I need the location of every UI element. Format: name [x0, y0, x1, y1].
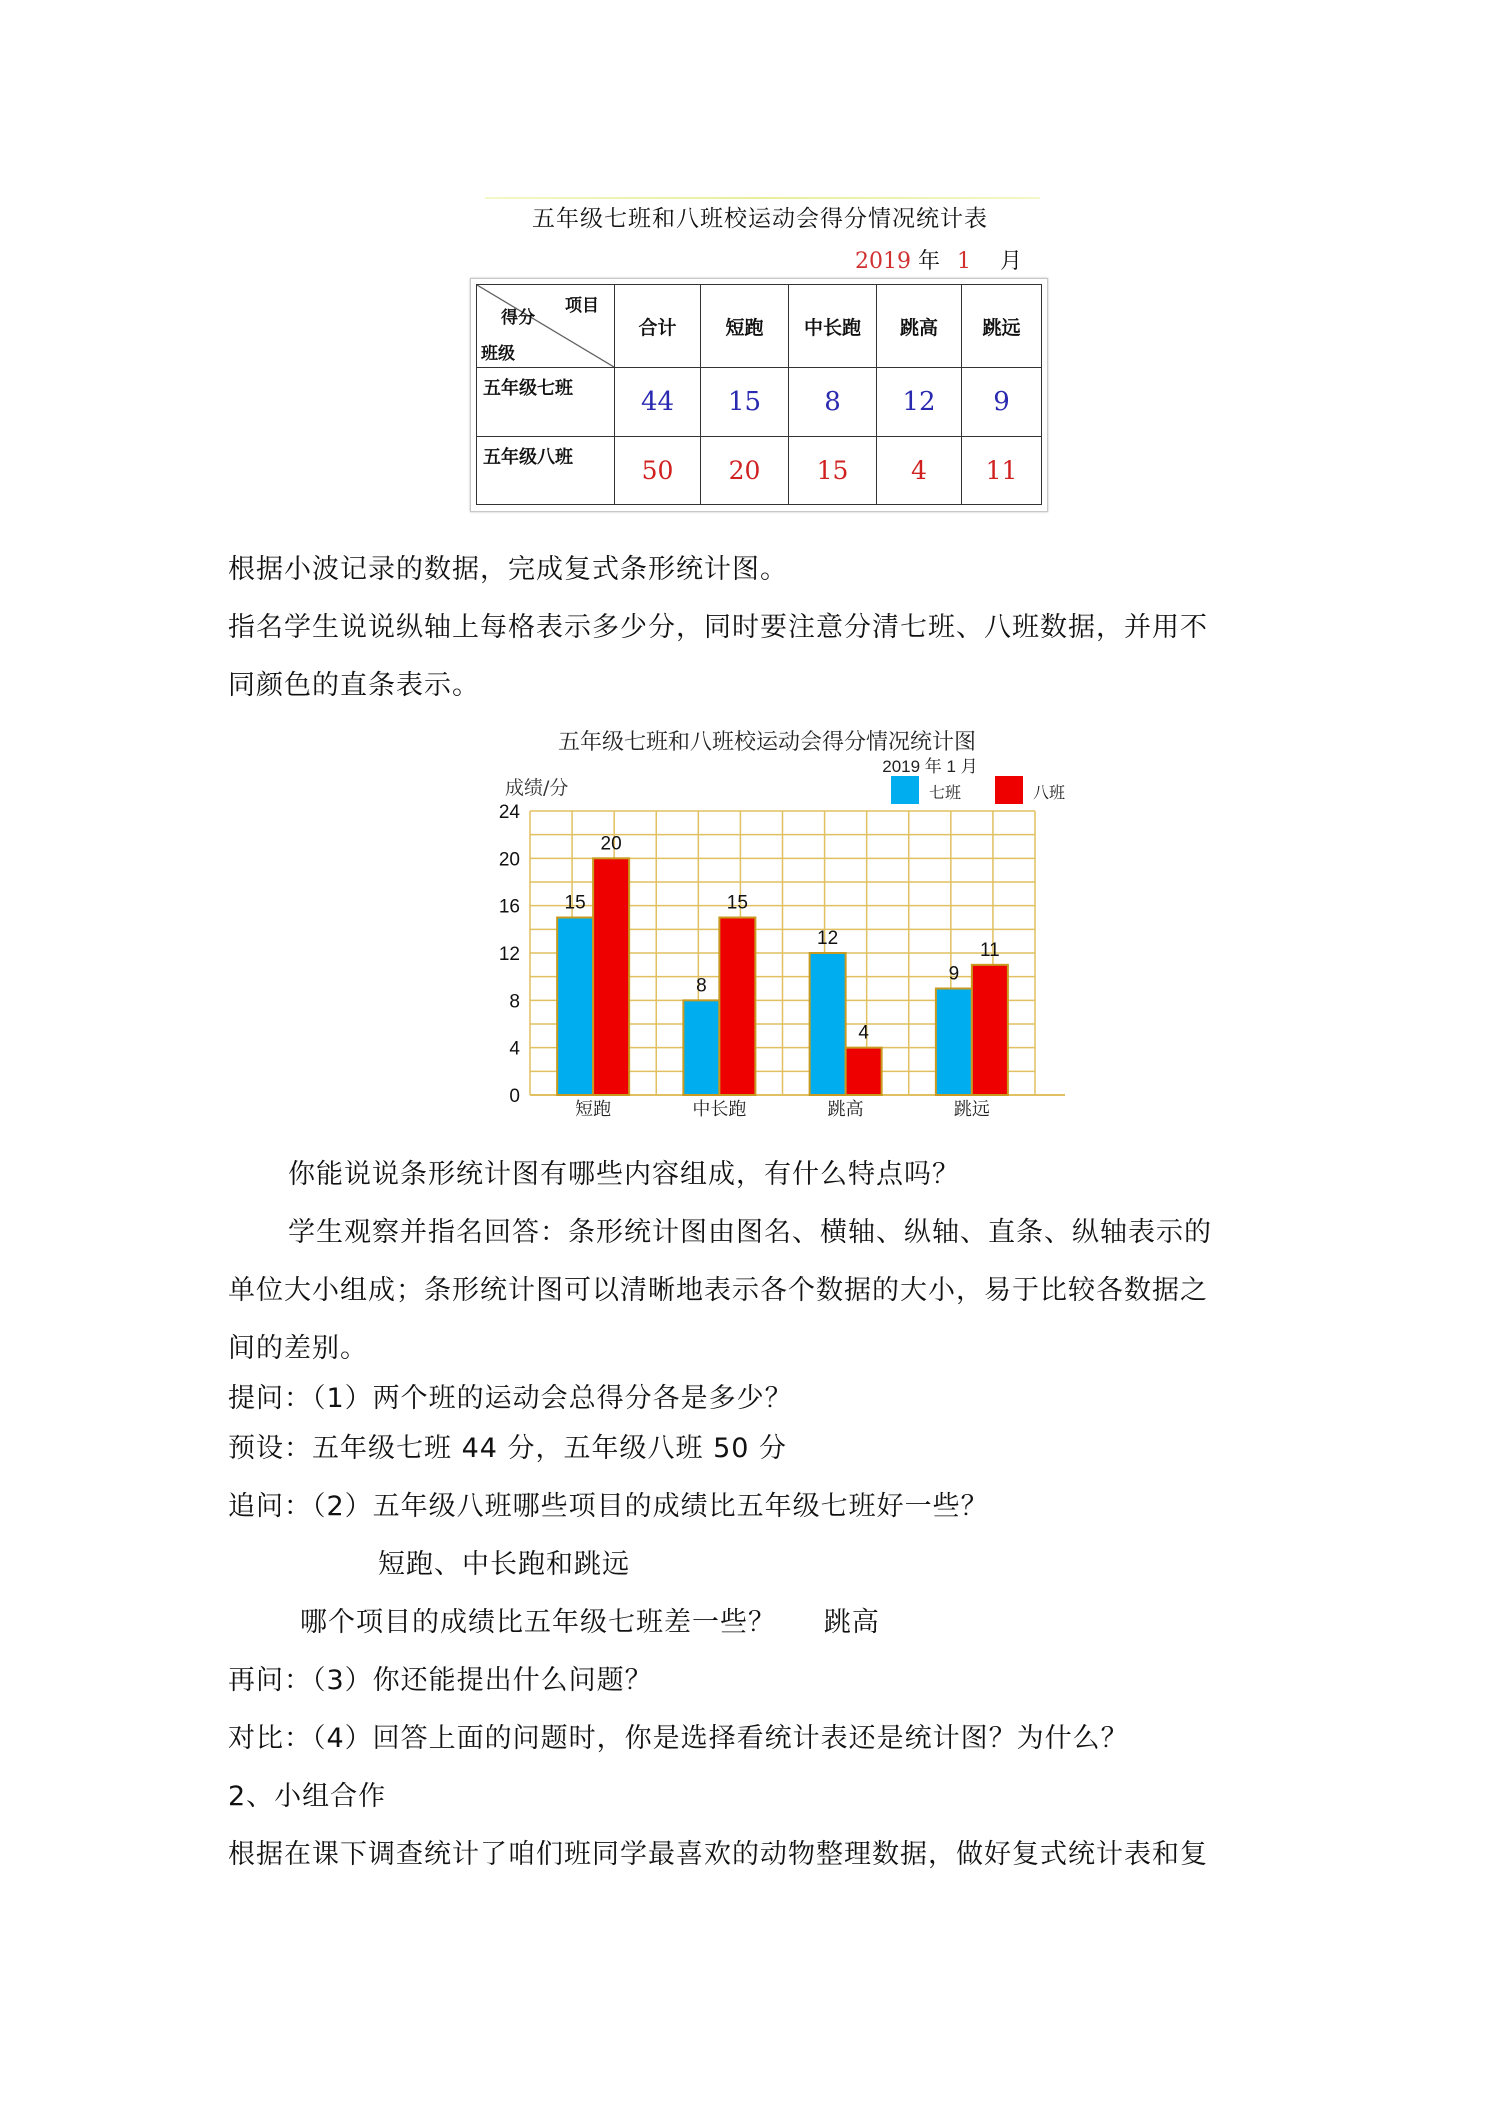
bar — [683, 1000, 719, 1095]
data-label: 12 — [817, 928, 839, 949]
x-tick-label: 跳高 — [827, 1099, 864, 1120]
corner-item-label: 项目 — [565, 296, 599, 316]
table-date-year-unit: 年 — [918, 249, 941, 274]
corner-score-label: 得分 — [501, 308, 535, 328]
legend-label: 七班 — [929, 783, 962, 802]
table-date-year: 2019 — [855, 249, 911, 274]
table-row-label: 五年级七班 — [477, 368, 615, 437]
table-cell: 44 — [615, 368, 701, 437]
paragraph: 对比：（4）回答上面的问题时，你是选择看统计表还是统计图？为什么？ — [228, 1723, 1129, 1754]
table-header-cell: 中长跑 — [789, 285, 877, 368]
table-title: 五年级七班和八班校运动会得分情况统计表 — [532, 206, 988, 232]
bar — [972, 965, 1008, 1095]
data-label: 15 — [564, 892, 586, 914]
bar — [719, 918, 755, 1096]
paragraph: 哪个项目的成绩比五年级七班差一些？ 跳高 — [300, 1607, 880, 1638]
x-tick-label: 跳远 — [953, 1099, 990, 1120]
y-axis-ticks — [499, 802, 521, 1107]
y-tick-label: 24 — [498, 802, 520, 823]
table-corner-cell — [477, 285, 615, 368]
table-cell: 20 — [701, 436, 789, 505]
data-label: 15 — [726, 892, 748, 914]
data-label: 8 — [696, 975, 707, 997]
table-header-cell: 跳远 — [962, 285, 1042, 368]
data-label: 4 — [858, 1022, 869, 1044]
table-header-cell: 合计 — [615, 285, 701, 368]
paragraph: 预设：五年级七班 44 分，五年级八班 50 分 — [228, 1433, 788, 1464]
y-tick-label: 12 — [498, 944, 520, 965]
table-date — [855, 244, 1022, 275]
y-tick-label: 4 — [509, 1038, 520, 1060]
bar-chart — [490, 718, 1090, 1128]
paragraph: 再问：（3）你还能提出什么问题？ — [228, 1665, 653, 1696]
paragraph: 间的差别。 — [228, 1333, 368, 1364]
table-cell: 11 — [962, 436, 1042, 505]
bar — [846, 1048, 882, 1095]
table-cell: 15 — [701, 368, 789, 437]
bar — [936, 989, 972, 1096]
table-cell: 9 — [962, 368, 1042, 437]
paragraph: 2、小组合作 — [228, 1781, 387, 1812]
bar — [593, 858, 629, 1095]
table-date-month: 1 — [957, 249, 972, 274]
y-tick-label: 8 — [509, 991, 520, 1013]
table-cell: 15 — [789, 436, 877, 505]
chart-subtitle: 2019 年 1 月 — [882, 757, 978, 776]
legend-label: 八班 — [1033, 783, 1066, 802]
x-tick-label: 中长跑 — [692, 1099, 747, 1120]
table-header-row — [477, 285, 1042, 368]
chart-legend — [891, 776, 1065, 804]
paragraph: 短跑、中长跑和跳远 — [378, 1549, 630, 1580]
table-cell: 50 — [615, 436, 701, 505]
paragraph: 根据在课下调查统计了咱们班同学最喜欢的动物整理数据，做好复式统计表和复 — [228, 1839, 1208, 1870]
bar — [557, 918, 593, 1096]
paragraph: 你能说说条形统计图有哪些内容组成，有什么特点吗？ — [288, 1159, 960, 1190]
y-axis-label: 成绩/分 — [505, 777, 569, 799]
table-row-label: 五年级八班 — [477, 436, 615, 505]
paragraph: 追问：（2）五年级八班哪些项目的成绩比五年级七班好一些？ — [228, 1491, 989, 1522]
paragraph: 学生观察并指名回答：条形统计图由图名、横轴、纵轴、直条、纵轴表示的 — [288, 1217, 1212, 1248]
x-tick-label: 短跑 — [575, 1099, 612, 1120]
paragraph: 单位大小组成；条形统计图可以清晰地表示各个数据的大小，易于比较各数据之 — [228, 1275, 1208, 1306]
y-tick-label: 0 — [509, 1086, 520, 1107]
score-table — [476, 284, 1042, 505]
paragraph: 同颜色的直条表示。 — [228, 670, 480, 701]
table-cell: 12 — [877, 368, 962, 437]
bar — [810, 953, 846, 1095]
legend-swatch — [995, 776, 1023, 804]
legend-swatch — [891, 776, 919, 804]
paragraph: 提问：（1）两个班的运动会总得分各是多少？ — [228, 1383, 793, 1414]
corner-class-label: 班级 — [481, 344, 515, 364]
table-cell: 4 — [877, 436, 962, 505]
data-label: 11 — [980, 939, 1000, 961]
y-tick-label: 16 — [498, 896, 520, 918]
table-header-cell: 跳高 — [877, 285, 962, 368]
y-tick-label: 20 — [498, 849, 520, 871]
table-row — [477, 368, 1042, 437]
table-header-cell: 短跑 — [701, 285, 789, 368]
data-label: 20 — [600, 833, 622, 855]
paragraph: 根据小波记录的数据，完成复式条形统计图。 — [228, 554, 788, 585]
data-label: 9 — [948, 963, 960, 985]
chart-title: 五年级七班和八班校运动会得分情况统计图 — [557, 730, 977, 755]
table-row — [477, 436, 1042, 505]
table-title-underline — [485, 197, 1040, 199]
paragraph: 指名学生说说纵轴上每格表示多少分，同时要注意分清七班、八班数据，并用不 — [228, 612, 1208, 643]
table-date-month-unit: 月 — [1000, 249, 1023, 274]
x-axis-ticks — [575, 1099, 990, 1120]
table-cell: 8 — [789, 368, 877, 437]
